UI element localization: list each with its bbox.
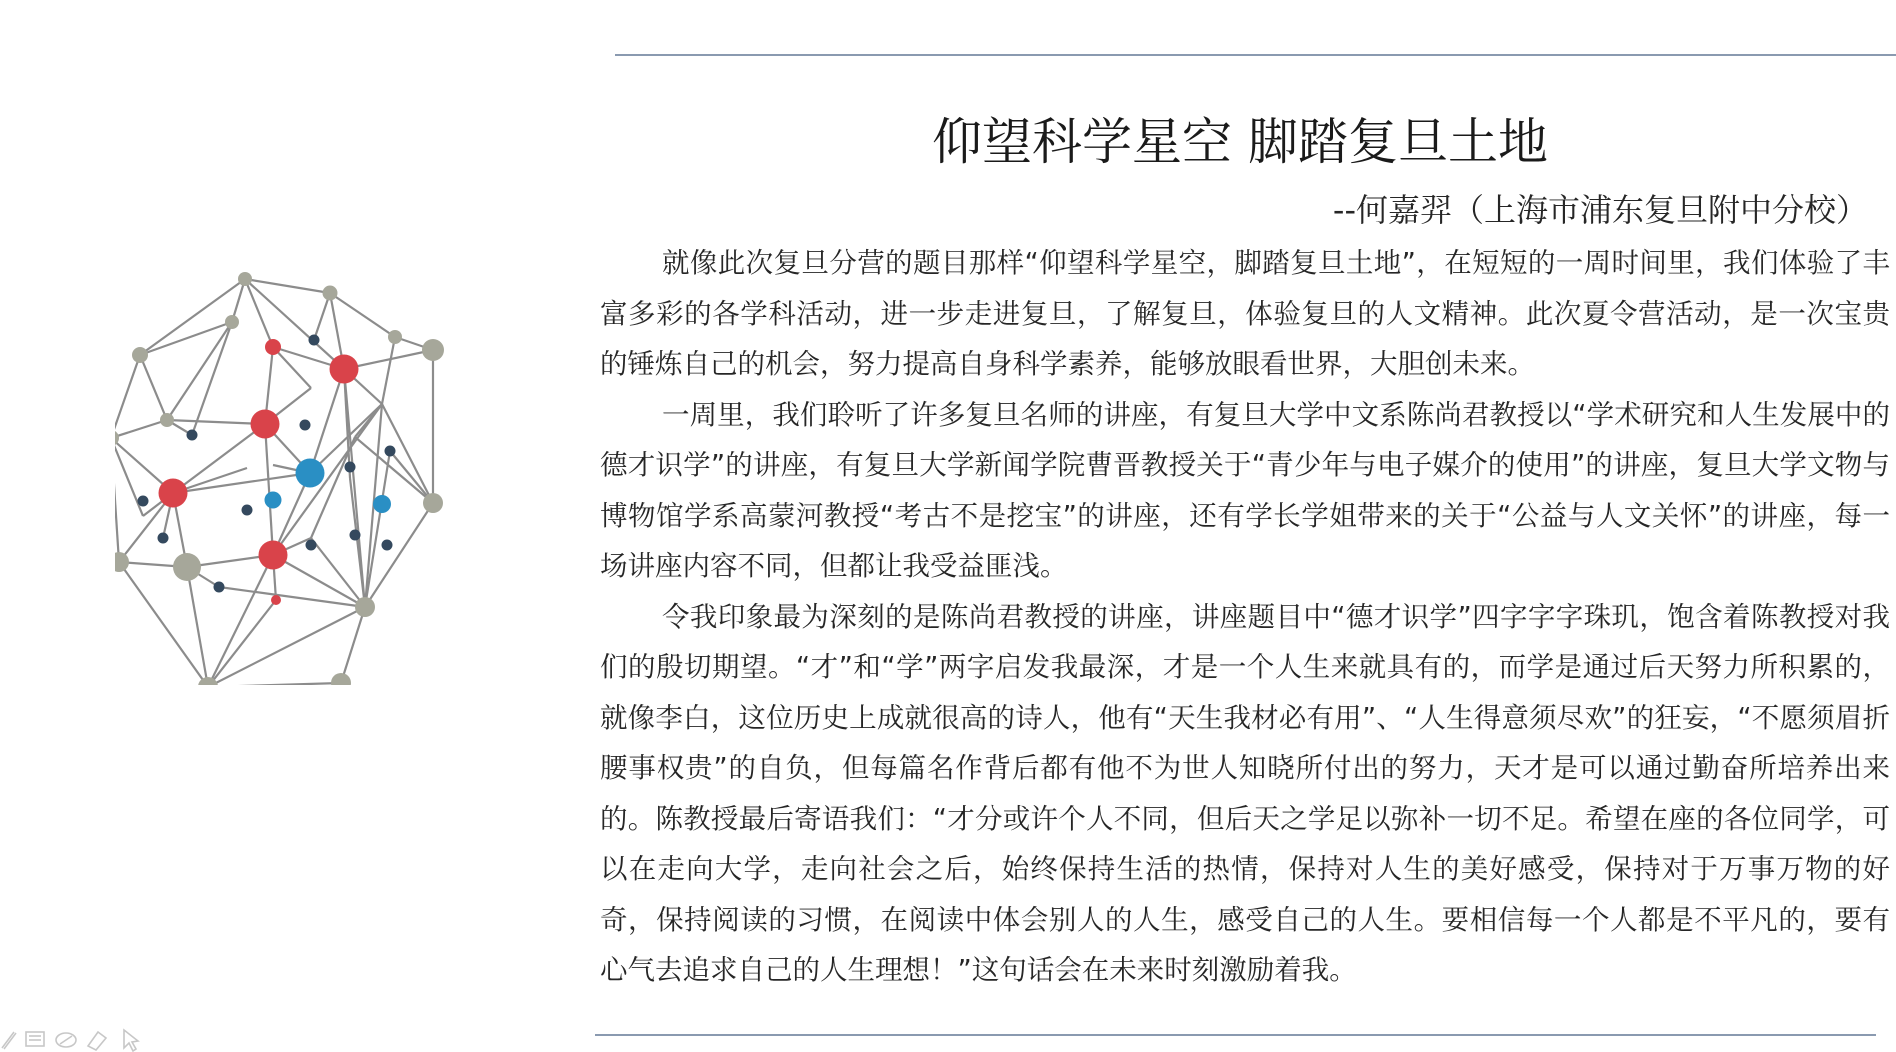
pointer-icon[interactable] (124, 1030, 138, 1051)
node-red (265, 339, 281, 355)
node-gray (225, 315, 239, 329)
node-navy (350, 530, 361, 541)
node-navy (158, 533, 169, 544)
article-body (600, 238, 1890, 996)
node-navy (309, 335, 320, 346)
node-gray (160, 413, 174, 427)
node-blue (373, 495, 391, 513)
article-paragraph: 令我印象最为深刻的是陈尚君教授的讲座，讲座题目中“德才识学”四字字字珠玑，饱含着陈教授对我们的殷切期望。“才”和“学”两字启发我最深，才是一个人生来就具有的，而学是通过后天努力所积累的，就像李白，这位历史上成就很高的诗人，他有“天生我材必有用”、“人生得意须尽欢”的狂妄，“不愿须眉折腰事权贵”的自负，但每篇名作背后都有他不为世人知晓所付出的努力，天才是可以通过勤奋所培养出来的。陈教授最后寄语我们：“才分或许个人不同，但后天之学足以弥补一切不足。希望在座的各位同学，可以在走向大学，走向社会之后，始终保持生活的热情，保持对人生的美好感受，保持对于万事万物的好奇，保持阅读的习惯，在阅读中体会别人的人生，感受自己的人生。要相信每一个人都是不平凡的，要有心气去追求自己的人生理想！”这句话会在未来时刻激励着我。 (600, 600, 1890, 986)
node-gray (132, 347, 148, 363)
pen-icon[interactable] (2, 1032, 16, 1049)
highlighter-icon[interactable] (88, 1032, 106, 1050)
node-blue (265, 492, 282, 509)
article-title: 仰望科学星空 脚踏复旦土地 (932, 113, 1548, 171)
node-red (330, 355, 359, 384)
article-paragraph: 一周里，我们聆听了许多复旦名师的讲座，有复旦大学中文系陈尚君教授以“学术研究和人生发展中的德才识学”的讲座，有复旦大学新闻学院曹晋教授关于“青少年与电子媒介的使用”的讲座，复旦大学文物与博物馆学系高蒙河教授“考古不是挖宝”的讲座，还有学长学姐带来的关于“公益与人文关怀”的讲座，每一场讲座内容不同，但都让我受益匪浅。 (600, 398, 1890, 582)
node-blue (296, 459, 325, 488)
node-gray (388, 330, 402, 344)
bottom-divider (595, 1034, 1876, 1036)
presentation-toolbar (0, 1022, 150, 1052)
node-red (259, 541, 288, 570)
node-navy (382, 540, 393, 551)
node-gray (238, 272, 252, 286)
node-gray (115, 552, 129, 572)
node-gray (173, 553, 201, 581)
slide-icon[interactable] (26, 1032, 44, 1046)
node-gray (323, 286, 338, 301)
node-gray (355, 597, 375, 617)
node-navy (214, 582, 225, 593)
node-navy (345, 462, 356, 473)
node-navy (306, 540, 317, 551)
node-red (159, 479, 188, 508)
node-navy (242, 505, 253, 516)
eraser-icon[interactable] (56, 1033, 76, 1047)
node-navy (187, 430, 198, 441)
node-red (271, 595, 281, 605)
article-byline: --何嘉羿（上海市浦东复旦附中分校） (1332, 191, 1868, 229)
node-navy (300, 420, 311, 431)
node-red (251, 410, 280, 439)
network-graph-icon (115, 255, 545, 685)
top-divider (615, 54, 1896, 56)
node-gray (423, 493, 443, 513)
node-navy (138, 496, 149, 507)
node-gray (331, 673, 351, 685)
node-navy (385, 446, 396, 457)
article-paragraph: 就像此次复旦分营的题目那样“仰望科学星空，脚踏复旦土地”，在短短的一周时间里，我们体验了丰富多彩的各学科活动，进一步走进复旦，了解复旦，体验复旦的人文精神。此次夏令营活动，是一次宝贵的锤炼自己的机会，努力提高自身科学素养，能够放眼看世界，大胆创未来。 (600, 247, 1890, 380)
node-gray (422, 339, 444, 361)
